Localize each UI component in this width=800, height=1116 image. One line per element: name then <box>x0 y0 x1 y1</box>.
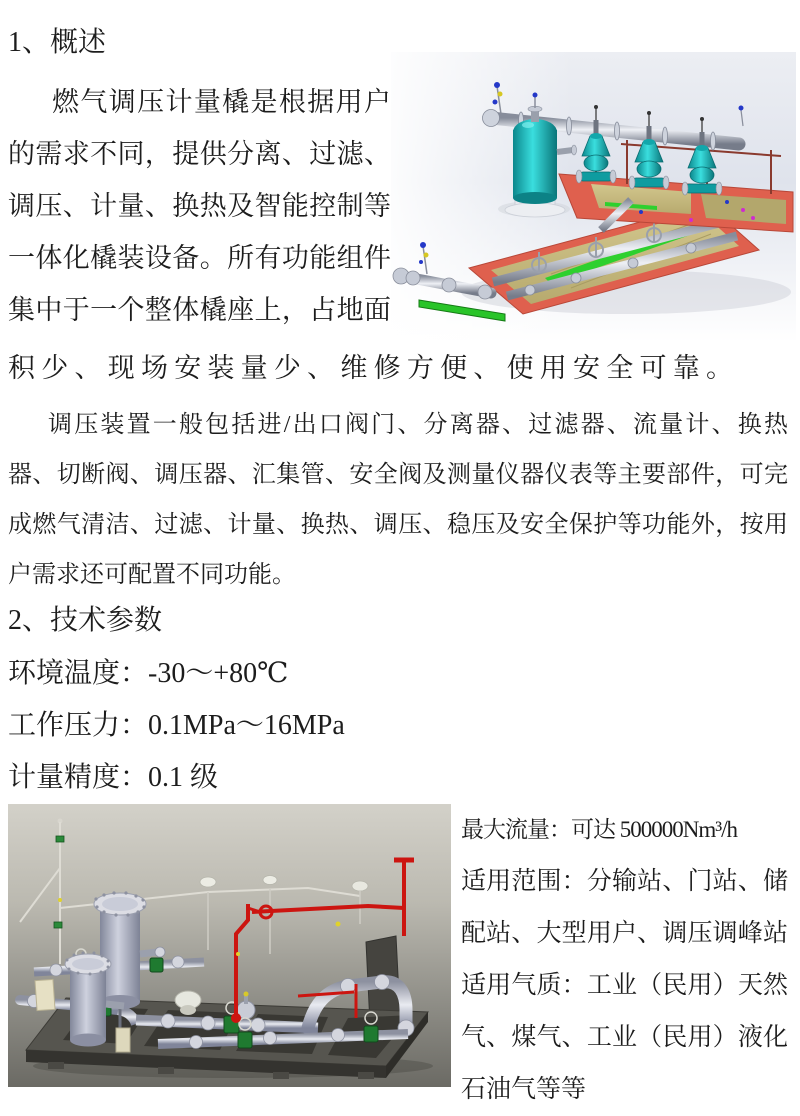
green-valve <box>364 1026 378 1042</box>
figure-skid-render-bottom <box>8 804 451 1087</box>
text-line: 适用气质：工业（民用）天然 <box>461 972 788 999</box>
section-overview <box>8 22 788 342</box>
paragraph-2 <box>8 400 788 600</box>
document-page <box>0 22 800 1116</box>
pilot-regulator <box>263 876 277 885</box>
junction-box <box>116 1028 130 1052</box>
text-line: 集中于一个整体橇座上，占地面 <box>8 295 391 325</box>
pilot-regulator <box>200 877 216 887</box>
figure-skid-render-top <box>391 52 796 342</box>
param-line-pressure: 工作压力：0.1MPa～16MPa <box>8 710 345 741</box>
text-line: 器、切断阀、调压器、汇集管、安全阀及测量仪器仪表等主要部件，可完 <box>8 462 788 488</box>
text-line: 配站、大型用户、调压调峰站 <box>461 920 788 947</box>
green-valve <box>150 958 163 972</box>
technical-parameters <box>8 648 788 804</box>
skid-3d-render-white-bg <box>391 52 796 342</box>
text-line: 成燃气清洁、过滤、计量、换热、调压、稳压及安全保护等功能外，按用 <box>8 512 788 538</box>
text-line: 气、煤气、工业（民用）液化 <box>461 1024 788 1051</box>
junction-box <box>35 979 55 1010</box>
text-line: 适用范围：分输站、门站、储 <box>461 868 788 895</box>
green-valve <box>238 1032 252 1048</box>
text-line: 燃气调压计量橇是根据用户 <box>52 87 391 117</box>
pilot-regulator <box>352 881 368 891</box>
param-line-accuracy: 计量精度：0.1 级 <box>8 762 219 793</box>
application-text-column <box>461 804 788 1116</box>
paragraph-1-lastline-wrap <box>8 342 733 394</box>
text-line: 的需求不同，提供分离、过滤、 <box>8 139 391 169</box>
section-application <box>8 804 788 1116</box>
skid-3d-render-gray-bg <box>8 804 451 1087</box>
section1-heading: 1、概述 <box>8 27 107 58</box>
text-line: 调压、计量、换热及智能控制等 <box>8 191 391 221</box>
paragraph-1 <box>8 76 391 336</box>
text-line: 石油气等等 <box>461 1076 587 1103</box>
instrument-dot <box>420 242 426 248</box>
param-line-temperature: 环境温度：-30～+80℃ <box>8 658 289 689</box>
text-line: 一体化橇装设备。所有功能组件 <box>8 243 391 273</box>
text-line-max-flow: 最大流量：可达 500000Nm³/h <box>461 817 738 842</box>
overview-text-column <box>8 22 391 342</box>
text-line: 户需求还可配置不同功能。 <box>8 562 296 588</box>
text-line: 调压装置一般包括进/出口阀门、分离器、过滤器、流量计、换热 <box>48 412 788 438</box>
section2-heading: 2、技术参数 <box>8 605 163 636</box>
text-line: 积少、现场安装量少、维修方便、使用安全可靠。 <box>8 353 733 383</box>
